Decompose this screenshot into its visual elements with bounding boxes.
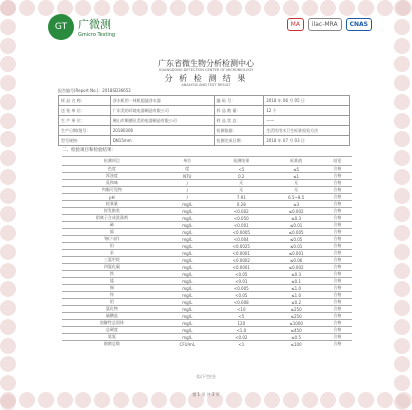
col-header-item: 检测项目 <box>62 157 162 166</box>
result-cell: 合格 <box>323 243 352 250</box>
result-cell: mg/L <box>162 292 213 299</box>
watermark-icon <box>0 150 16 166</box>
result-cell: 无 <box>270 187 323 194</box>
result-cell: mg/L <box>162 229 213 236</box>
result-cell: <10 <box>213 306 270 313</box>
result-cell: 合格 <box>323 334 352 341</box>
watermark-icon <box>0 319 16 335</box>
result-row <box>62 257 352 264</box>
result-cell: ≤0.1 <box>270 278 323 285</box>
result-cell: 0.2 <box>213 173 270 180</box>
report-subtitle: 分 析 检 测 结 果 <box>164 74 248 83</box>
watermark-icon <box>0 38 16 54</box>
result-cell: <1 <box>213 341 270 348</box>
section-title: 二、检验项目和检验结果： <box>62 148 116 153</box>
result-cell: 合格 <box>323 320 352 327</box>
watermark-icon <box>394 338 410 354</box>
info-row <box>59 116 350 126</box>
info-cell: 12 个 <box>264 106 350 116</box>
result-row <box>62 285 352 292</box>
info-cell: DN15mm <box>110 136 214 146</box>
ma-mark-icon: MA <box>287 18 304 31</box>
result-cell: CFU/mL <box>162 341 213 348</box>
result-cell: 合格 <box>323 327 352 334</box>
result-cell: 挥发酚类 <box>62 208 162 215</box>
result-row <box>62 173 352 180</box>
ilac-mark-icon: ilac-MRA <box>308 18 342 31</box>
result-cell: mg/L <box>162 278 213 285</box>
result-cell: <5 <box>213 166 270 173</box>
info-cell: 送 检 单 位： <box>59 106 111 116</box>
result-cell: 浑浊度 <box>62 173 162 180</box>
result-cell: ≤5 <box>270 166 323 173</box>
result-cell: mg/L <box>162 271 213 278</box>
result-cell: 合格 <box>323 166 352 173</box>
result-cell: 铅 <box>62 243 162 250</box>
watermark-icon <box>0 0 16 16</box>
result-cell: 合格 <box>323 278 352 285</box>
result-cell: ≤0.01 <box>270 243 323 250</box>
watermark-icon <box>0 338 16 354</box>
watermark-icon <box>19 0 35 16</box>
result-cell: ≤1 <box>270 173 323 180</box>
result-row <box>62 320 352 327</box>
result-row <box>62 208 352 215</box>
result-cell: 氨氮 <box>62 334 162 341</box>
result-cell: ≤250 <box>270 313 323 320</box>
watermark-icon <box>132 0 148 16</box>
watermark-icon <box>394 19 410 35</box>
watermark-icon <box>226 0 242 16</box>
result-row <box>62 271 352 278</box>
watermark-icon <box>0 188 16 204</box>
result-cell: <0.008 <box>213 299 270 306</box>
watermark-icon <box>0 169 16 185</box>
col-header-unit: 单位 <box>162 157 213 166</box>
info-cell: 样 品 数 量： <box>214 106 264 116</box>
result-row <box>62 180 352 187</box>
col-header-limit: 标准值 <box>270 157 323 166</box>
result-cell: ≤0.5 <box>270 334 323 341</box>
watermark-icon <box>394 131 410 147</box>
result-cell: 氯化物 <box>62 306 162 313</box>
result-cell: 铝 <box>62 299 162 306</box>
results-table <box>62 156 352 347</box>
result-cell: mg/L <box>162 334 213 341</box>
result-cell: 锰 <box>62 278 162 285</box>
result-cell: <1.0 <box>213 327 270 334</box>
watermark-icon <box>394 188 410 204</box>
sample-info-table <box>58 95 350 146</box>
info-row <box>59 136 350 146</box>
result-cell: 合格 <box>323 229 352 236</box>
watermark-icon <box>394 263 410 279</box>
result-cell: 铁 <box>62 271 162 278</box>
watermark-icon <box>207 0 223 16</box>
result-cell: <0.05 <box>213 292 270 299</box>
result-cell: ≤1.0 <box>270 285 323 292</box>
result-cell: <0.004 <box>213 236 270 243</box>
result-cell: ≤0.002 <box>270 208 323 215</box>
watermark-icon <box>394 206 410 222</box>
result-cell: <0.0002 <box>213 257 270 264</box>
result-cell: 阴离子合成洗涤剂 <box>62 215 162 222</box>
info-row <box>59 96 350 106</box>
result-cell: 硫酸盐 <box>62 313 162 320</box>
result-cell: 合格 <box>323 215 352 222</box>
result-cell: mg/L <box>162 264 213 271</box>
result-cell: 肉眼可见物 <box>62 187 162 194</box>
watermark-icon <box>302 0 318 16</box>
col-header-result: 检测结果 <box>213 157 270 166</box>
result-cell: 度 <box>162 166 213 173</box>
result-cell: 合格 <box>323 180 352 187</box>
watermark-icon <box>0 300 16 316</box>
blank-below-marker: (以下空白) <box>196 374 216 379</box>
result-cell: 汞 <box>62 250 162 257</box>
result-row <box>62 222 352 229</box>
result-cell: ≤0.01 <box>270 222 323 229</box>
result-cell: 合格 <box>323 299 352 306</box>
result-cell: 合格 <box>323 285 352 292</box>
result-row <box>62 215 352 222</box>
info-row <box>59 126 350 136</box>
info-cell: 样 品 状 态： <box>214 116 264 126</box>
watermark-icon <box>151 0 167 16</box>
result-cell: 7.91 <box>213 194 270 201</box>
info-cell: 检测依据： <box>214 126 264 136</box>
watermark-icon <box>283 0 299 16</box>
brand-badge-icon: GT <box>48 14 74 40</box>
result-cell: <0.002 <box>213 208 270 215</box>
result-cell: <0.0001 <box>213 250 270 257</box>
result-cell: ≤0.005 <box>270 229 323 236</box>
watermark-icon <box>377 0 393 16</box>
watermark-icon <box>0 206 16 222</box>
result-cell: <5 <box>213 313 270 320</box>
result-row <box>62 341 352 348</box>
result-cell: <0.005 <box>213 285 270 292</box>
watermark-icon <box>394 300 410 316</box>
info-cell: 净水机用一体机超滤净水器 <box>110 96 214 106</box>
result-row <box>62 264 352 271</box>
result-cell: ≤1.0 <box>270 292 323 299</box>
result-row <box>62 243 352 250</box>
result-cell: 6.5~8.5 <box>270 194 323 201</box>
info-cell: 广东美的环境电器制造有限公司 <box>110 106 214 116</box>
result-row <box>62 292 352 299</box>
result-cell: ≤0.001 <box>270 250 323 257</box>
result-cell: 合格 <box>323 222 352 229</box>
result-row <box>62 194 352 201</box>
result-row <box>62 313 352 320</box>
result-cell: <0.050 <box>213 215 270 222</box>
cnas-mark-icon: CNAS <box>346 18 372 31</box>
result-row <box>62 166 352 173</box>
result-cell: 臭和味 <box>62 180 162 187</box>
watermark-icon <box>394 0 410 16</box>
result-cell: 合格 <box>323 236 352 243</box>
watermark-icon <box>394 356 410 372</box>
info-cell: 生活饮用水卫生标准检验方法 <box>264 126 350 136</box>
result-cell: ≤0.3 <box>270 215 323 222</box>
result-cell: 合格 <box>323 292 352 299</box>
result-cell: / <box>162 187 213 194</box>
result-cell: mg/L <box>162 201 213 208</box>
watermark-icon <box>0 94 16 110</box>
info-cell: 检测完成日期： <box>214 136 264 146</box>
result-cell: 合格 <box>323 264 352 271</box>
result-row <box>62 187 352 194</box>
result-cell: <0.0005 <box>213 229 270 236</box>
result-cell: / <box>162 194 213 201</box>
result-cell: 总硬度 <box>62 327 162 334</box>
watermark-icon <box>394 169 410 185</box>
result-cell: mg/L <box>162 299 213 306</box>
brand-logo <box>48 14 115 40</box>
result-cell: <0.0025 <box>213 243 270 250</box>
watermark-icon <box>339 0 355 16</box>
result-cell: 合格 <box>323 257 352 264</box>
watermark-icon <box>394 244 410 260</box>
watermark-icon <box>394 94 410 110</box>
info-cell: 生 产 单 位： <box>59 116 111 126</box>
watermark-icon <box>0 244 16 260</box>
result-cell: ≤0.05 <box>270 236 323 243</box>
watermark-icon <box>245 0 261 16</box>
result-cell: 合格 <box>323 201 352 208</box>
result-row <box>62 299 352 306</box>
result-cell: 合格 <box>323 271 352 278</box>
result-cell: mg/L <box>162 215 213 222</box>
watermark-icon <box>394 38 410 54</box>
result-cell: 合格 <box>323 194 352 201</box>
watermark-icon <box>394 113 410 129</box>
result-cell: ≤3 <box>270 201 323 208</box>
result-cell: 合格 <box>323 306 352 313</box>
result-cell: 120 <box>213 320 270 327</box>
result-cell: ≤0.06 <box>270 257 323 264</box>
result-cell: 合格 <box>323 313 352 320</box>
result-row <box>62 201 352 208</box>
info-cell: 生产日期/批号： <box>59 126 111 136</box>
result-cell: 耗氧量 <box>62 201 162 208</box>
result-cell: mg/L <box>162 243 213 250</box>
result-cell: / <box>162 180 213 187</box>
report-title-en: GUANGDONG DETECTION CENTER OF MICROBIOLOGY <box>158 68 254 72</box>
page-number: 第 1 页 共 3 页 <box>192 392 220 397</box>
watermark-icon <box>0 281 16 297</box>
result-row <box>62 327 352 334</box>
result-cell: 合格 <box>323 341 352 348</box>
info-cell: —— <box>264 116 350 126</box>
result-cell: 砷 <box>62 222 162 229</box>
info-cell: 2018 年 07 月 03 日 <box>264 136 350 146</box>
brand-name-en: Gmicro Testing <box>78 32 116 38</box>
report-subtitle-en: ANALYSIS AND TEST RESULT <box>181 83 231 87</box>
result-cell: ≤250 <box>270 306 323 313</box>
info-cell: 编 码 号： <box>214 96 264 106</box>
result-row <box>62 250 352 257</box>
watermark-icon <box>188 0 204 16</box>
report-number: 报告编号(Report No.)：2018SD36652 <box>58 88 131 93</box>
watermark-icon <box>394 225 410 241</box>
result-cell: 无 <box>270 180 323 187</box>
result-cell: mg/L <box>162 250 213 257</box>
watermark-icon <box>0 263 16 279</box>
result-cell: ≤0.2 <box>270 299 323 306</box>
result-cell: mg/L <box>162 320 213 327</box>
brand-name-cn: 广微测 <box>78 18 111 31</box>
result-cell: mg/L <box>162 285 213 292</box>
result-cell: 合格 <box>323 187 352 194</box>
result-cell: 无 <box>213 180 270 187</box>
watermark-icon <box>0 113 16 129</box>
result-cell: mg/L <box>162 327 213 334</box>
result-cell: ≤0.002 <box>270 264 323 271</box>
result-cell: ≤1000 <box>270 320 323 327</box>
result-cell: 锌 <box>62 292 162 299</box>
result-cell: 三氯甲烷 <box>62 257 162 264</box>
watermark-icon <box>0 356 16 372</box>
info-cell: 型号规格： <box>59 136 111 146</box>
result-cell: 0.28 <box>213 201 270 208</box>
watermark-icon <box>170 0 186 16</box>
watermark-icon <box>394 150 410 166</box>
result-cell: mg/L <box>162 313 213 320</box>
watermark-icon <box>394 319 410 335</box>
watermark-icon <box>320 0 336 16</box>
col-header-conclusion: 结论 <box>323 157 352 166</box>
info-cell: 2018 年 06 月 05 日 <box>264 96 350 106</box>
result-cell: 合格 <box>323 208 352 215</box>
result-cell: mg/L <box>162 222 213 229</box>
result-cell: 铬(六价) <box>62 236 162 243</box>
info-cell: 佛山市顺德区美的电器制造有限公司 <box>110 116 214 126</box>
result-cell: NTU <box>162 173 213 180</box>
info-cell: 样 品 名 称： <box>59 96 111 106</box>
result-cell: <0.02 <box>213 334 270 341</box>
result-cell: mg/L <box>162 208 213 215</box>
result-cell: ≤100 <box>270 341 323 348</box>
result-cell: 色度 <box>62 166 162 173</box>
result-cell: ≤0.3 <box>270 271 323 278</box>
watermark-icon <box>0 225 16 241</box>
result-row <box>62 236 352 243</box>
result-cell: 合格 <box>323 250 352 257</box>
result-cell: <0.05 <box>213 271 270 278</box>
result-cell: <0.001 <box>213 222 270 229</box>
result-cell: pH <box>62 194 162 201</box>
result-cell: <0.0001 <box>213 264 270 271</box>
watermark-icon <box>113 0 129 16</box>
info-cell: 20180306 <box>110 126 214 136</box>
result-cell: 溶解性总固体 <box>62 320 162 327</box>
result-row <box>62 334 352 341</box>
result-row <box>62 278 352 285</box>
result-cell: 四氯化碳 <box>62 264 162 271</box>
result-row <box>62 229 352 236</box>
report-title: 广东省微生物分析检测中心 <box>158 59 254 68</box>
result-cell: mg/L <box>162 257 213 264</box>
watermark-icon <box>0 19 16 35</box>
info-row <box>59 106 350 116</box>
watermark-icon <box>358 0 374 16</box>
result-cell: 无 <box>213 187 270 194</box>
result-cell: 细菌总数 <box>62 341 162 348</box>
result-cell: 镉 <box>62 229 162 236</box>
certification-marks <box>287 18 372 31</box>
result-cell: ≤450 <box>270 327 323 334</box>
result-cell: 合格 <box>323 173 352 180</box>
result-cell: mg/L <box>162 306 213 313</box>
result-cell: 铜 <box>62 285 162 292</box>
watermark-icon <box>394 281 410 297</box>
result-cell: <0.01 <box>213 278 270 285</box>
watermark-icon <box>264 0 280 16</box>
result-cell: mg/L <box>162 236 213 243</box>
watermark-icon <box>0 131 16 147</box>
result-row <box>62 306 352 313</box>
